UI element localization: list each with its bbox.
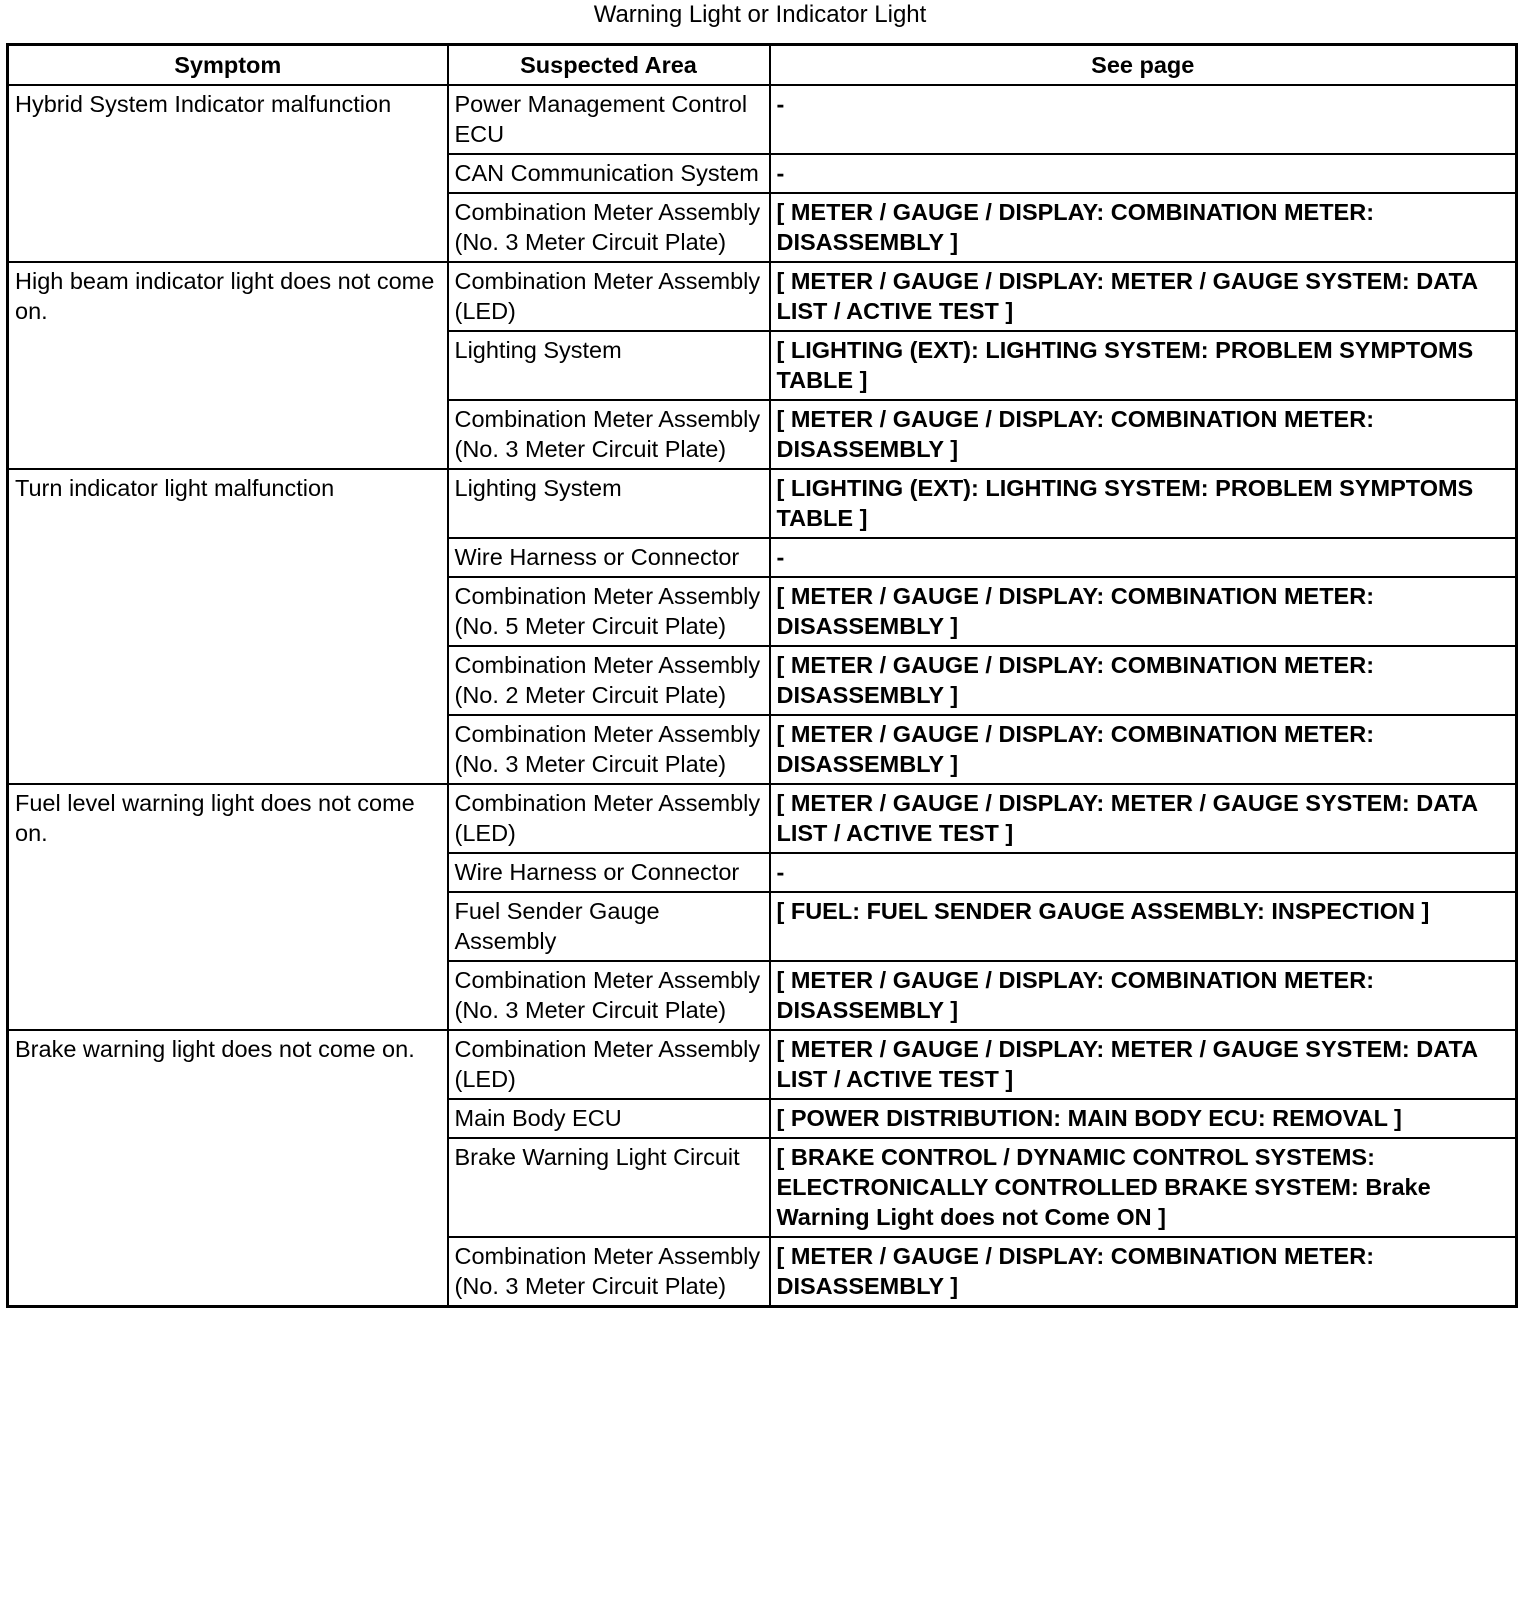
suspected-area-cell: Wire Harness or Connector	[448, 538, 770, 577]
see-page-cell: [ METER / GAUGE / DISPLAY: METER / GAUGE SYSTEM: DATA LIST / ACTIVE TEST ]	[770, 262, 1517, 331]
suspected-area-cell: Fuel Sender Gauge Assembly	[448, 892, 770, 961]
suspected-area-cell: Combination Meter Assembly (No. 3 Meter Circuit Plate)	[448, 1237, 770, 1307]
suspected-area-cell: Combination Meter Assembly (No. 3 Meter Circuit Plate)	[448, 193, 770, 262]
see-page-cell: [ METER / GAUGE / DISPLAY: COMBINATION METER: DISASSEMBLY ]	[770, 400, 1517, 469]
header-see-page: See page	[770, 45, 1517, 86]
header-symptom: Symptom	[8, 45, 448, 86]
suspected-area-cell: Combination Meter Assembly (LED)	[448, 784, 770, 853]
see-page-cell: [ POWER DISTRIBUTION: MAIN BODY ECU: REMOVAL ]	[770, 1099, 1517, 1138]
symptom-cell: Hybrid System Indicator malfunction	[8, 85, 448, 262]
symptom-cell: Fuel level warning light does not come on.	[8, 784, 448, 1030]
symptom-cell: Brake warning light does not come on.	[8, 1030, 448, 1307]
symptom-cell: High beam indicator light does not come on.	[8, 262, 448, 469]
page-title: Warning Light or Indicator Light	[593, 1, 927, 28]
table-row	[8, 262, 1517, 331]
table-header-row	[8, 45, 1517, 86]
table-row	[8, 469, 1517, 538]
suspected-area-cell: Combination Meter Assembly (No. 3 Meter Circuit Plate)	[448, 715, 770, 784]
see-page-cell: [ METER / GAUGE / DISPLAY: COMBINATION METER: DISASSEMBLY ]	[770, 715, 1517, 784]
suspected-area-cell: Combination Meter Assembly (No. 3 Meter Circuit Plate)	[448, 400, 770, 469]
suspected-area-cell: Combination Meter Assembly (No. 3 Meter Circuit Plate)	[448, 961, 770, 1030]
see-page-cell: [ LIGHTING (EXT): LIGHTING SYSTEM: PROBLEM SYMPTOMS TABLE ]	[770, 331, 1517, 400]
suspected-area-cell: Brake Warning Light Circuit	[448, 1138, 770, 1237]
see-page-cell: [ METER / GAUGE / DISPLAY: COMBINATION METER: DISASSEMBLY ]	[770, 1237, 1517, 1307]
see-page-cell: -	[770, 154, 1517, 193]
see-page-cell: [ METER / GAUGE / DISPLAY: COMBINATION METER: DISASSEMBLY ]	[770, 577, 1517, 646]
see-page-cell: -	[770, 853, 1517, 892]
header-suspected-area: Suspected Area	[448, 45, 770, 86]
see-page-cell: [ METER / GAUGE / DISPLAY: METER / GAUGE SYSTEM: DATA LIST / ACTIVE TEST ]	[770, 1030, 1517, 1099]
suspected-area-cell: Combination Meter Assembly (LED)	[448, 262, 770, 331]
see-page-cell: -	[770, 85, 1517, 154]
suspected-area-cell: Combination Meter Assembly (No. 2 Meter Circuit Plate)	[448, 646, 770, 715]
suspected-area-cell: Main Body ECU	[448, 1099, 770, 1138]
see-page-cell: [ LIGHTING (EXT): LIGHTING SYSTEM: PROBLEM SYMPTOMS TABLE ]	[770, 469, 1517, 538]
see-page-cell: [ BRAKE CONTROL / DYNAMIC CONTROL SYSTEMS: ELECTRONICALLY CONTROLLED BRAKE SYSTEM: Brake Warning Light does not Come ON ]	[770, 1138, 1517, 1237]
see-page-cell: [ FUEL: FUEL SENDER GAUGE ASSEMBLY: INSPECTION ]	[770, 892, 1517, 961]
symptoms-table	[6, 43, 1518, 1308]
table-row	[8, 1030, 1517, 1099]
suspected-area-cell: Combination Meter Assembly (No. 5 Meter Circuit Plate)	[448, 577, 770, 646]
see-page-cell: [ METER / GAUGE / DISPLAY: COMBINATION METER: DISASSEMBLY ]	[770, 961, 1517, 1030]
see-page-cell: [ METER / GAUGE / DISPLAY: COMBINATION METER: DISASSEMBLY ]	[770, 193, 1517, 262]
suspected-area-cell: Combination Meter Assembly (LED)	[448, 1030, 770, 1099]
suspected-area-cell: Power Management Control ECU	[448, 85, 770, 154]
suspected-area-cell: Lighting System	[448, 469, 770, 538]
suspected-area-cell: CAN Communication System	[448, 154, 770, 193]
see-page-cell: -	[770, 538, 1517, 577]
suspected-area-cell: Lighting System	[448, 331, 770, 400]
symptom-cell: Turn indicator light malfunction	[8, 469, 448, 784]
table-row	[8, 784, 1517, 853]
table-row	[8, 85, 1517, 154]
suspected-area-cell: Wire Harness or Connector	[448, 853, 770, 892]
see-page-cell: [ METER / GAUGE / DISPLAY: METER / GAUGE SYSTEM: DATA LIST / ACTIVE TEST ]	[770, 784, 1517, 853]
see-page-cell: [ METER / GAUGE / DISPLAY: COMBINATION METER: DISASSEMBLY ]	[770, 646, 1517, 715]
